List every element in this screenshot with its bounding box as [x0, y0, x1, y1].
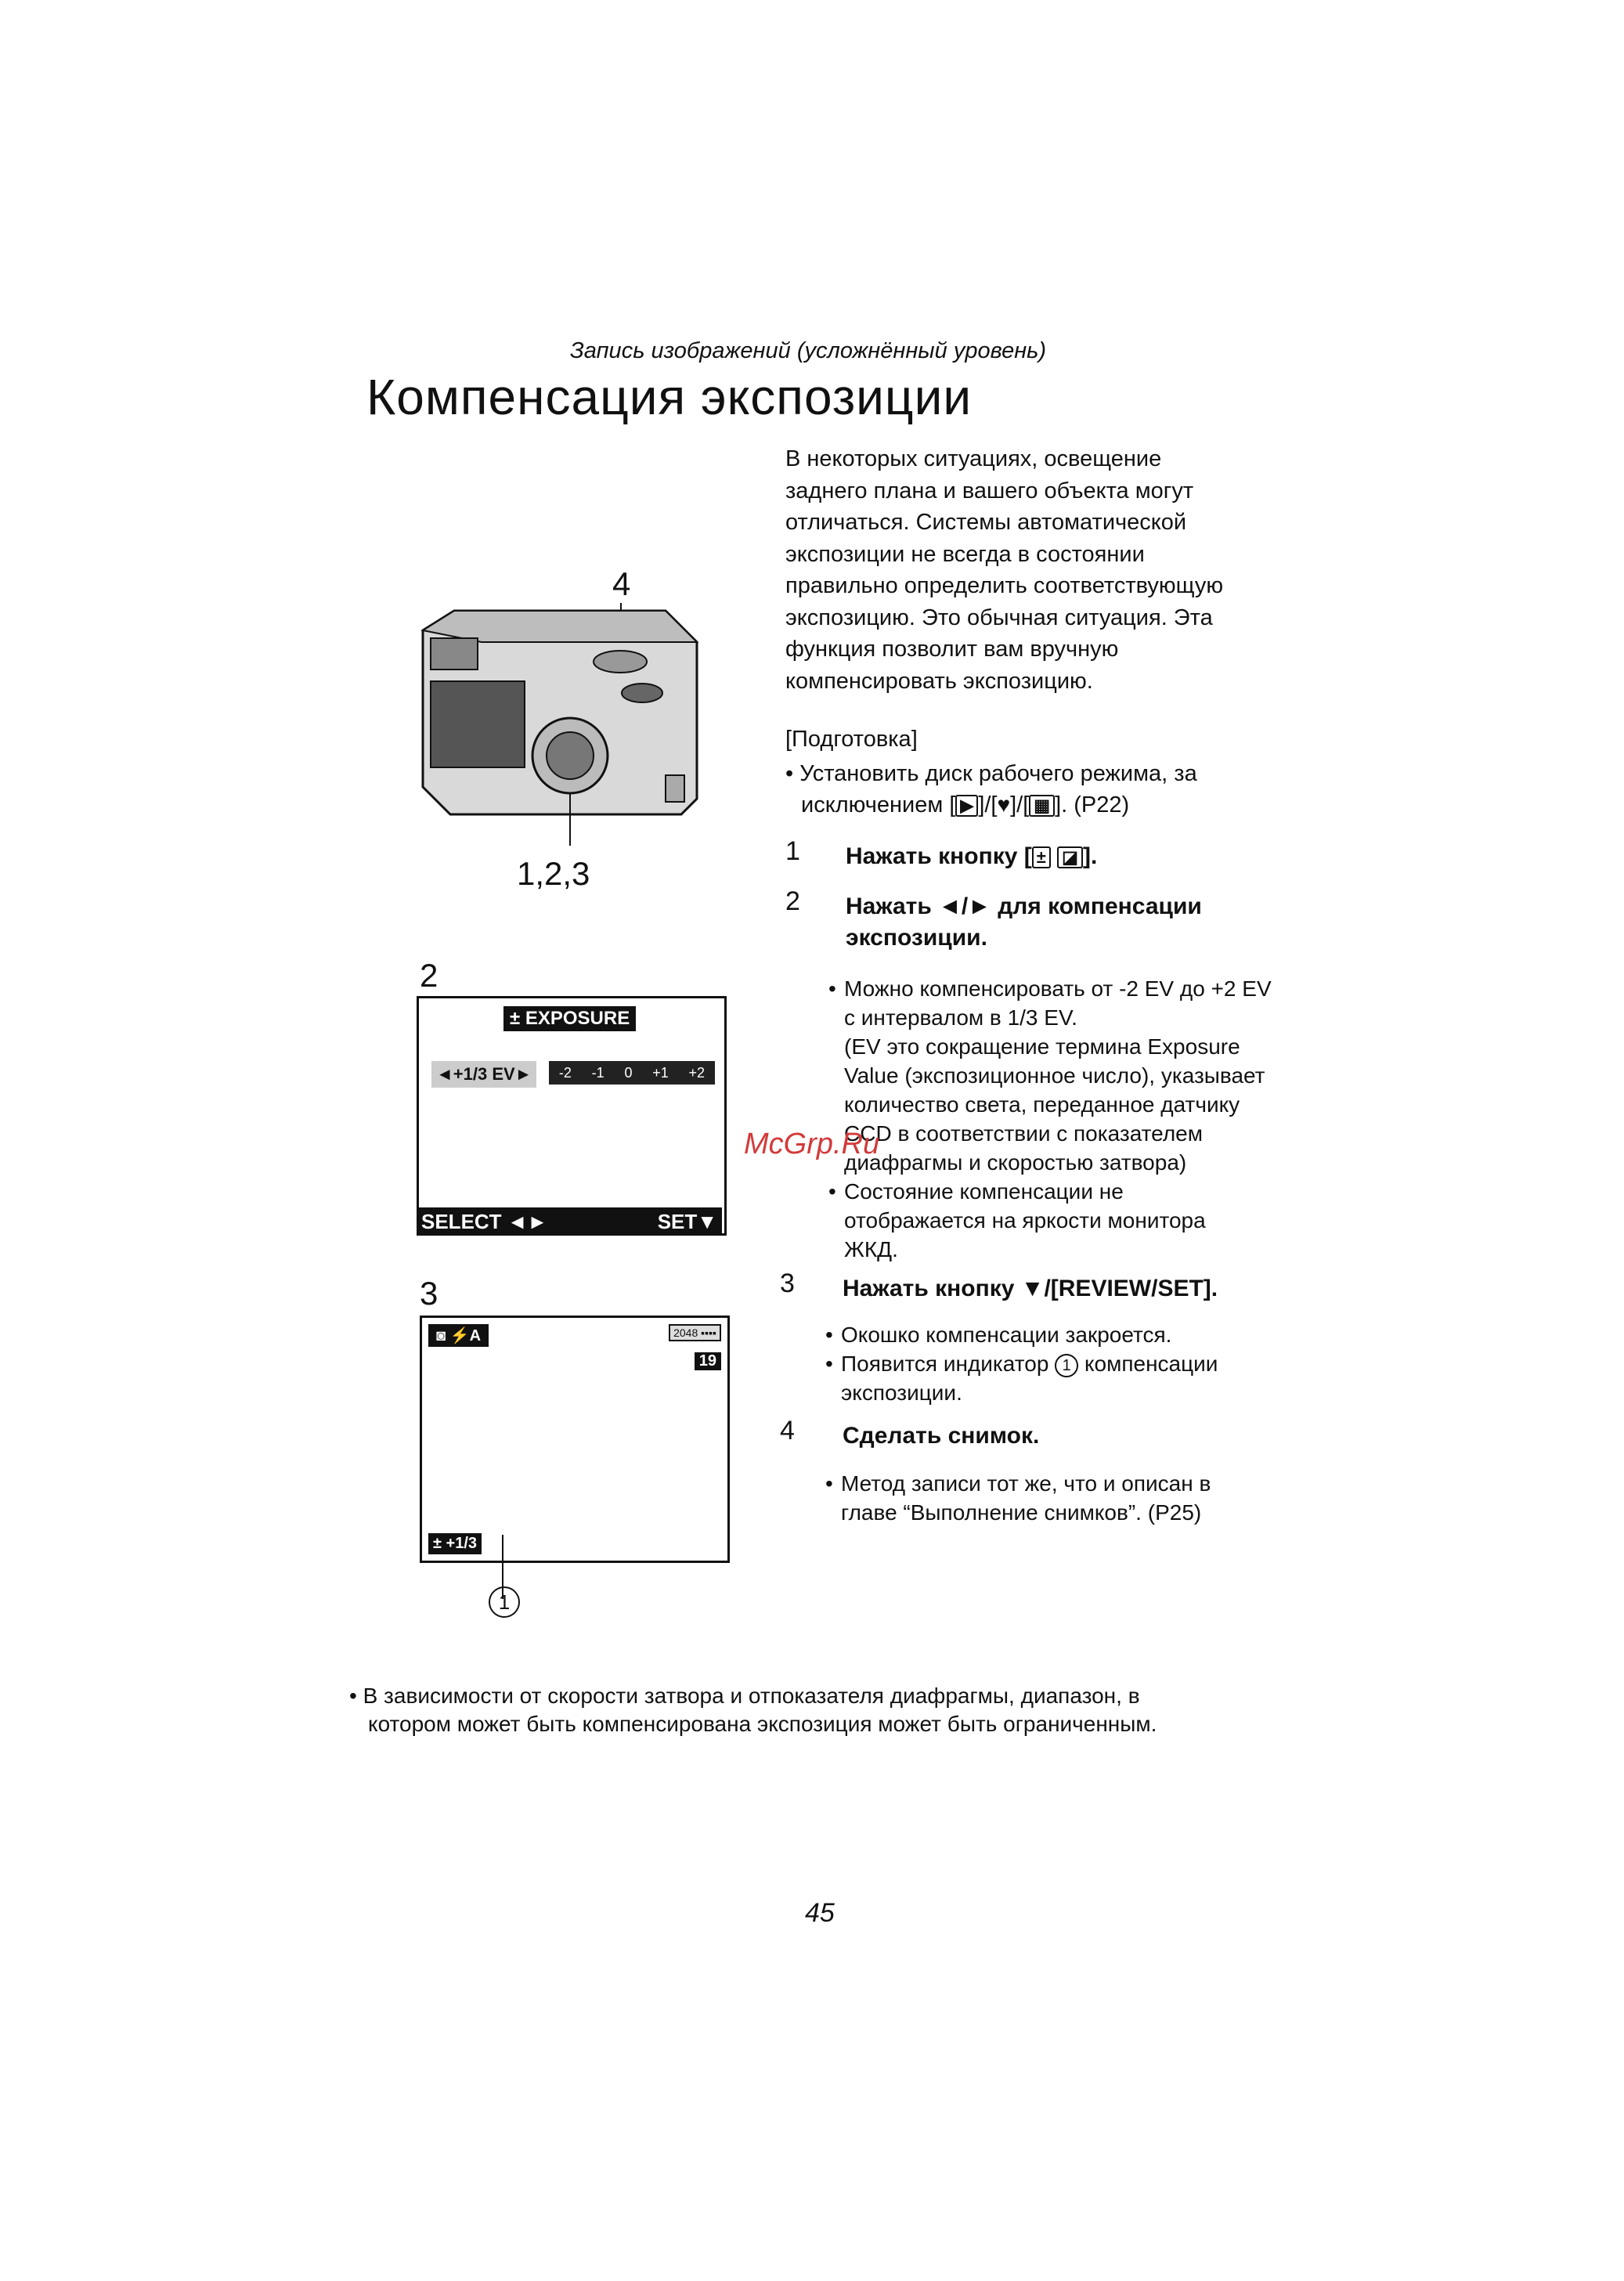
step-number: 4 [780, 1416, 795, 1445]
play-icon: ▶ [955, 795, 978, 817]
footnote-line: В зависимости от скорости затвора и отпоказателя диафрагмы, диапазон, в [363, 1684, 1140, 1708]
scale-tick: -1 [591, 1064, 604, 1081]
camera-icon: ◙ [436, 1327, 446, 1344]
lcd-bottom-bar: SELECT ◄► SET▼ [417, 1207, 722, 1236]
record-mode-indicator: ◙ ⚡A [428, 1324, 489, 1347]
step-1-title: Нажать кнопку [ ± ◪ ]. [846, 843, 1098, 869]
step-number: 2 [785, 886, 800, 916]
bullet-line: диафрагмы и скоростью затвора) [844, 1150, 1187, 1175]
page-title: Компенсация экспозиции [366, 369, 973, 425]
select-hint: SELECT [421, 1209, 502, 1233]
intro-line: компенсировать экспозицию. [785, 668, 1093, 694]
exposure-title: EXPOSURE [525, 1008, 630, 1029]
step-3-title: Нажать кнопку ▼/[REVIEW/SET]. [843, 1276, 1218, 1301]
section-heading: Запись изображений (усложнённый уровень) [570, 338, 1047, 363]
movie-icon: ▦ [1029, 795, 1055, 817]
bullet-line: Value (экспозиционное число), указывает [844, 1063, 1265, 1088]
bullet-line: ЖКД. [844, 1237, 898, 1261]
prep-line: Установить диск рабочего режима, за [799, 761, 1197, 786]
bullet-line: • Можно компенсировать от -2 EV до +2 EV [828, 974, 1314, 1003]
preparation-heading: [Подготовка] [785, 727, 918, 752]
intro-line: отличаться. Системы автоматической [785, 510, 1187, 535]
intro-line: экспозиции не всегда в состоянии [785, 541, 1145, 567]
bullet-line: экспозиции. [841, 1381, 962, 1405]
intro-paragraph [785, 443, 1333, 697]
step-number: 3 [780, 1269, 795, 1298]
step-number: 1 [785, 836, 800, 866]
camera-illustration [407, 564, 705, 893]
intro-line: экспозицию. Это обычная ситуация. Эта [785, 605, 1213, 630]
exposure-value: ◄+1/3 EV► [431, 1061, 536, 1088]
screen3-label: 3 [420, 1275, 438, 1312]
scale-tick: 0 [624, 1064, 633, 1081]
camera-label-123: 1,2,3 [517, 855, 590, 892]
prep-line: исключением [ [801, 792, 956, 817]
bullet-line: • Окошко компенсации закроется. [825, 1320, 1311, 1349]
step-2-bullets [828, 974, 1314, 1264]
bullet-line: CCD в соответствии с показателем [844, 1121, 1203, 1146]
resolution-indicator: 2048 ▪▪▪▪ [669, 1324, 721, 1341]
intro-line: функция позволит вам вручную [785, 637, 1119, 662]
camera-label-4: 4 [612, 565, 631, 602]
page-number: 45 [805, 1898, 835, 1928]
bullet-line: • Появится индикатор 1 компенсации [825, 1349, 1311, 1378]
set-hint: SET [657, 1209, 698, 1233]
exposure-button-icon: ± [1032, 846, 1051, 868]
backlight-icon: ◪ [1057, 846, 1083, 868]
scale-tick: +2 [688, 1064, 706, 1081]
step-3-bullets [825, 1320, 1311, 1407]
lcd-screen-record [420, 1316, 730, 1563]
screen2-label: 2 [420, 957, 438, 994]
exposure-scale [549, 1061, 715, 1085]
exposure-icon: ± [510, 1008, 521, 1029]
exposure-title-bar [503, 1006, 636, 1031]
heart-icon: ♥ [997, 792, 1011, 817]
callout-marker: 1 [489, 1586, 520, 1618]
indicator-circle-icon: 1 [1055, 1354, 1078, 1377]
bullet-line: с интервалом в 1/3 EV. [844, 1005, 1077, 1030]
scale-tick: +1 [652, 1064, 669, 1081]
step-4-title: Сделать снимок. [843, 1423, 1040, 1449]
step-2-title: Нажать ◄/► для компенсации экспозиции. [846, 893, 1202, 951]
intro-line: заднего плана и вашего объекта могут [785, 478, 1194, 503]
preparation-bullet: • Установить диск рабочего режима, за исключением [ ▶ ]/[♥]/[ ▦ ]. (P22) [785, 761, 1197, 817]
bullet-line: количество света, переданное датчику [844, 1092, 1240, 1117]
footnote: • В зависимости от скорости затвора и отпоказателя диафрагмы, диапазон, в котором может быть компенсирована экспозиция может быть ограниченным. [349, 1682, 1289, 1738]
bullet-line: главе “Выполнение снимков”. (P25) [841, 1500, 1202, 1525]
step-4-bullets [825, 1469, 1311, 1527]
intro-line: В некоторых ситуациях, освещение [785, 446, 1162, 471]
exposure-indicator: ± +1/3 [428, 1533, 482, 1554]
bullet-line: • Метод записи тот же, что и описан в [825, 1469, 1311, 1498]
intro-line: правильно определить соответствующую [785, 573, 1224, 598]
scale-tick: -2 [558, 1064, 572, 1081]
watermark: McGrp.Ru [744, 1128, 880, 1160]
bullet-line: (EV это сокращение термина Exposure [844, 1034, 1240, 1059]
lcd-screen-exposure [417, 996, 727, 1236]
shot-count: 19 [695, 1352, 721, 1370]
bullet-line: • Состояние компенсации не [828, 1177, 1314, 1206]
bullet-line: отображается на яркости монитора [844, 1208, 1206, 1233]
footnote-line: котором может быть компенсирована экспозиция может быть ограниченным. [368, 1712, 1157, 1736]
